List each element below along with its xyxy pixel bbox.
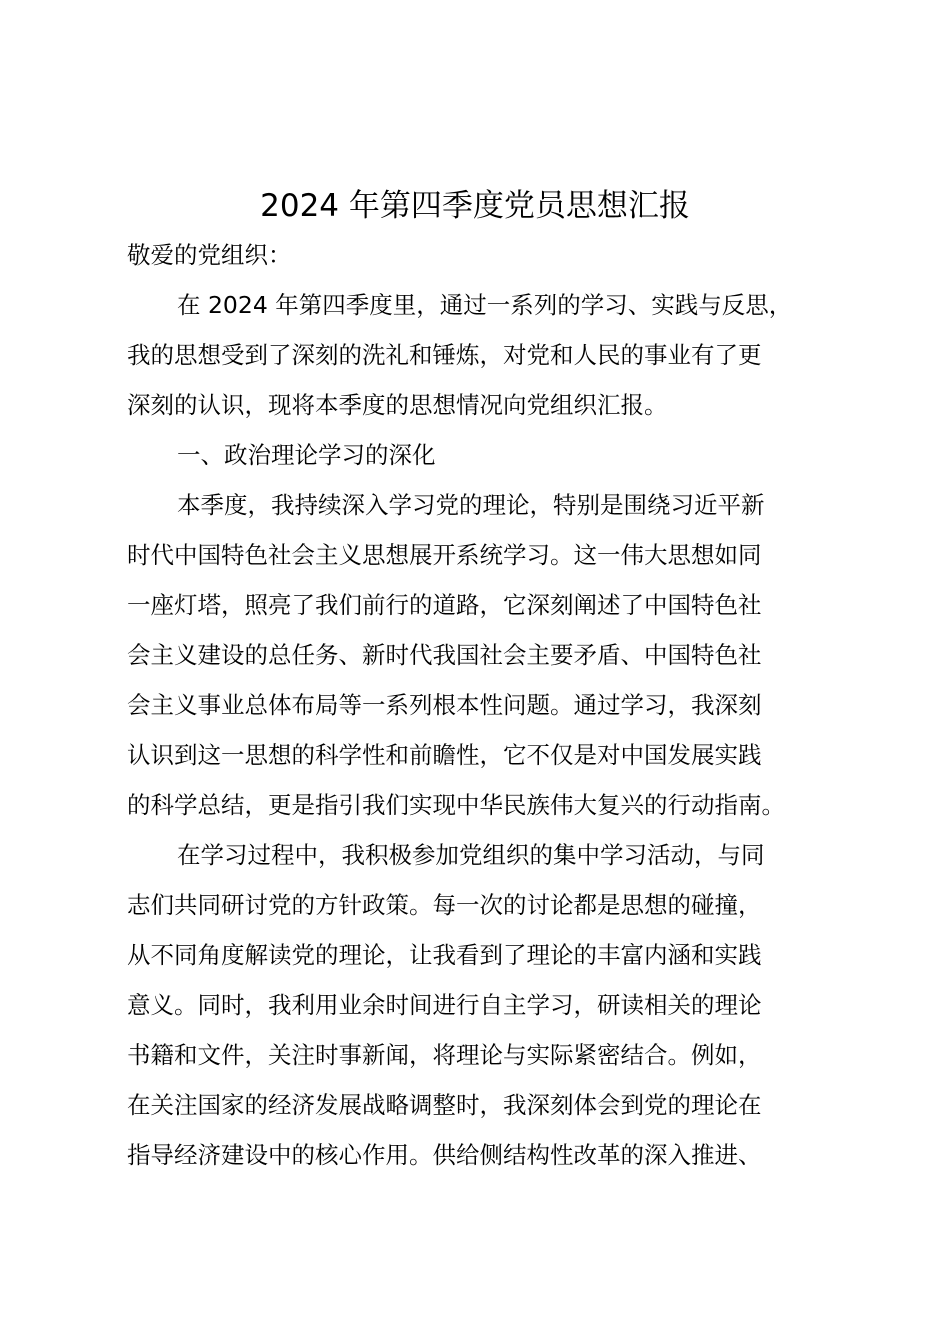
paragraph-line: 书籍和文件，关注时事新闻，将理论与实际紧密结合。例如， bbox=[127, 1041, 762, 1069]
paragraph-line: 深刻的认识，现将本季度的思想情况向党组织汇报。 bbox=[127, 391, 668, 419]
paragraph-line: 的科学总结，更是指引我们实现中华民族伟大复兴的行动指南。 bbox=[127, 791, 785, 819]
paragraph-line: 本季度，我持续深入学习党的理论，特别是围绕习近平新 bbox=[177, 491, 765, 519]
paragraph-line: 在关注国家的经济发展战略调整时，我深刻体会到党的理论在 bbox=[127, 1091, 762, 1119]
paragraph-line: 从不同角度解读党的理论，让我看到了理论的丰富内涵和实践 bbox=[127, 941, 762, 969]
section-heading: 一、政治理论学习的深化 bbox=[177, 441, 436, 469]
salutation-line: 敬爱的党组织： bbox=[127, 241, 292, 269]
paragraph-line: 认识到这一思想的科学性和前瞻性，它不仅是对中国发展实践 bbox=[127, 741, 762, 769]
paragraph-line: 会主义事业总体布局等一系列根本性问题。通过学习，我深刻 bbox=[127, 691, 762, 719]
paragraph-line: 指导经济建设中的核心作用。供给侧结构性改革的深入推进、 bbox=[127, 1141, 762, 1169]
paragraph-line: 意义。同时，我利用业余时间进行自主学习，研读相关的理论 bbox=[127, 991, 762, 1019]
paragraph-line: 我的思想受到了深刻的洗礼和锤炼，对党和人民的事业有了更 bbox=[127, 341, 762, 369]
paragraph-line: 在 2024 年第四季度里，通过一系列的学习、实践与反思， bbox=[177, 291, 793, 319]
paragraph-line: 一座灯塔，照亮了我们前行的道路，它深刻阐述了中国特色社 bbox=[127, 591, 762, 619]
paragraph-line: 志们共同研讨党的方针政策。每一次的讨论都是思想的碰撞， bbox=[127, 891, 762, 919]
paragraph-line: 在学习过程中，我积极参加党组织的集中学习活动，与同 bbox=[177, 841, 765, 869]
paragraph-line: 时代中国特色社会主义思想展开系统学习。这一伟大思想如同 bbox=[127, 541, 762, 569]
document-title: 2024 年第四季度党员思想汇报 bbox=[260, 188, 690, 224]
document-body bbox=[127, 230, 837, 1180]
paragraph-line: 会主义建设的总任务、新时代我国社会主要矛盾、中国特色社 bbox=[127, 641, 762, 669]
